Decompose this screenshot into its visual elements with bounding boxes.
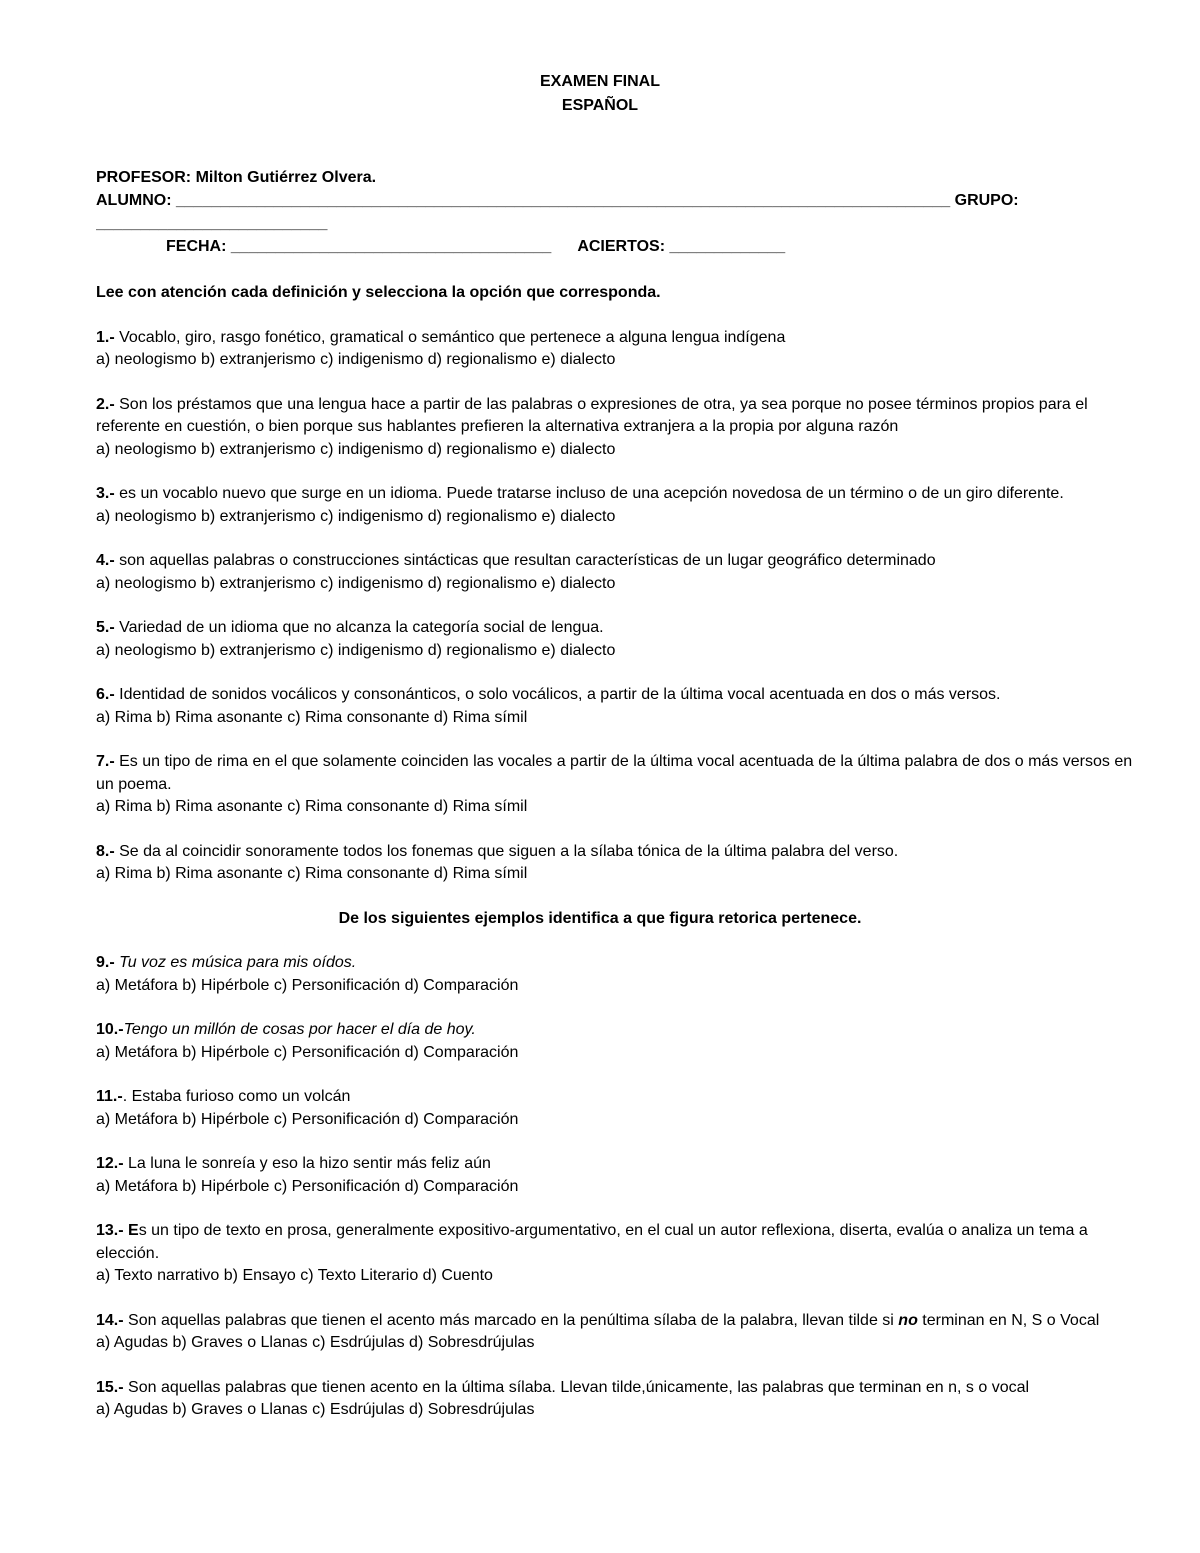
- question-1: [96, 327, 1140, 372]
- fecha-label: FECHA:: [166, 238, 227, 255]
- alumno-row: [96, 189, 1140, 212]
- question-options: a) neologismo b) extranjerismo c) indigenismo d) regionalismo e) dialecto: [96, 440, 616, 458]
- question-number: 5.-: [96, 619, 115, 636]
- question-options: a) Rima b) Rima asonante c) Rima consonante d) Rima símil: [96, 798, 528, 815]
- question-text: . Estaba furioso como un volcán: [122, 1088, 351, 1105]
- question-text-bold: E: [123, 1222, 139, 1239]
- section-2-title: De los siguientes ejemplos identifica a que figura retorica pertenece.: [338, 909, 862, 927]
- question-14: [96, 1310, 1140, 1355]
- profesor-name: Milton Gutiérrez Olvera.: [195, 169, 377, 186]
- question-number: 14.-: [96, 1311, 124, 1329]
- question-11: [96, 1086, 1140, 1131]
- question-7: [96, 751, 1140, 819]
- question-options: a) Metáfora b) Hipérbole c) Personificación d) Comparación: [96, 1043, 519, 1061]
- aciertos-field: _____________: [669, 238, 786, 255]
- question-options: a) neologismo b) extranjerismo c) indigenismo d) regionalismo e) dialecto: [96, 641, 616, 659]
- question-options: a) neologismo b) extranjerismo c) indigenismo d) regionalismo e) dialecto: [96, 574, 616, 592]
- question-number: 3.-: [96, 485, 115, 502]
- question-options: a) Metáfora b) Hipérbole c) Personificación d) Comparación: [96, 1110, 519, 1128]
- profesor-row: [96, 166, 1140, 189]
- question-6: [96, 684, 1140, 729]
- question-number: 10.-: [96, 1021, 124, 1038]
- question-text: Son los préstamos que una lengua hace a partir de las palabras o expresiones de otra, ya sea porque no posee términos propios para el referente en cuestión, o bien porque sus hablantes prefieren la alternativa extranjera a la propia por alguna razón: [96, 395, 1088, 435]
- grupo-row: [96, 212, 1140, 235]
- question-text: Variedad de un idioma que no alcanza la categoría social de lengua.: [114, 619, 604, 636]
- question-options: a) Agudas b) Graves o Llanas c) Esdrújulas d) Sobresdrújulas: [96, 1334, 535, 1351]
- question-options: a) Metáfora b) Hipérbole c) Personificación d) Comparación: [96, 976, 519, 994]
- question-text: Tu voz es música para mis oídos.: [114, 954, 357, 971]
- question-text: Son aquellas palabras que tienen el acento más marcado en la penúltima sílaba de la palabra, llevan tilde si: [123, 1311, 899, 1329]
- fecha-row: [96, 235, 1140, 258]
- question-options: a) neologismo b) extranjerismo c) indigenismo d) regionalismo e) dialecto: [96, 351, 616, 368]
- grupo-label: GRUPO:: [954, 192, 1019, 209]
- question-options: a) Agudas b) Graves o Llanas c) Esdrújulas d) Sobresdrújulas: [96, 1401, 535, 1418]
- question-text: Es un tipo de rima en el que solamente coinciden las vocales a partir de la última vocal acentuada de la última palabra de dos o más versos en un poema.: [96, 753, 1133, 793]
- title-line-1: EXAMEN FINAL: [540, 73, 660, 90]
- question-text: es un vocablo nuevo que surge en un idioma. Puede tratarse incluso de una acepción novedosa de un término o de un giro diferente.: [114, 485, 1064, 502]
- question-number: 9.-: [96, 954, 115, 971]
- question-8: [96, 841, 1140, 886]
- question-number: 8.-: [96, 842, 115, 860]
- question-3: [96, 483, 1140, 528]
- fecha-field: ____________________________________: [230, 238, 552, 255]
- aciertos-label: ACIERTOS:: [577, 238, 666, 255]
- alumno-field: _______________________________________________________________________________________: [176, 192, 951, 209]
- question-13: [96, 1220, 1140, 1288]
- question-text: Son aquellas palabras que tienen acento en la última sílaba. Llevan tilde,únicamente, las palabras que terminan en n, s o vocal: [123, 1378, 1030, 1396]
- question-10: [96, 1019, 1140, 1064]
- question-number: 4.-: [96, 552, 115, 569]
- exam-title: [96, 70, 1104, 118]
- question-4: [96, 550, 1140, 595]
- question-text: Tengo un millón de cosas por hacer el día de hoy.: [123, 1021, 476, 1038]
- question-text: Vocablo, giro, rasgo fonético, gramatical o semántico que pertenece a alguna lengua indígena: [114, 328, 786, 346]
- question-number: 1.-: [96, 328, 115, 346]
- question-number: 12.-: [96, 1155, 124, 1172]
- question-12: [96, 1153, 1140, 1198]
- question-options: a) neologismo b) extranjerismo c) indigenismo d) regionalismo e) dialecto: [96, 507, 616, 525]
- question-number: 6.-: [96, 686, 115, 703]
- question-options: a) Rima b) Rima asonante c) Rima consonante d) Rima símil: [96, 708, 528, 726]
- question-text: La luna le sonreía y eso la hizo sentir más feliz aún: [123, 1155, 491, 1172]
- alumno-label: ALUMNO:: [96, 192, 172, 209]
- instructions: Lee con atención cada definición y selecciona la opción que corresponda.: [96, 284, 661, 301]
- question-text-end: terminan en N, S o Vocal: [917, 1311, 1100, 1329]
- title-line-2: ESPAÑOL: [561, 97, 639, 114]
- question-15: [96, 1377, 1140, 1422]
- question-text: son aquellas palabras o construcciones sintácticas que resultan características de un lugar geográfico determinado: [114, 552, 936, 569]
- question-text-emphasis: no: [898, 1311, 918, 1329]
- exam-header: [96, 166, 1140, 258]
- question-options: a) Metáfora b) Hipérbole c) Personificación d) Comparación: [96, 1177, 519, 1195]
- question-5: [96, 617, 1140, 662]
- question-text: Identidad de sonidos vocálicos y consonánticos, o solo vocálicos, a partir de la última vocal acentuada en dos o más versos.: [114, 686, 1001, 703]
- question-text: Se da al coincidir sonoramente todos los fonemas que siguen a la sílaba tónica de la última palabra del verso.: [114, 842, 899, 860]
- grupo-field: __________________________: [96, 215, 328, 232]
- question-number: 2.-: [96, 395, 115, 413]
- question-options: a) Texto narrativo b) Ensayo c) Texto Literario d) Cuento: [96, 1267, 493, 1284]
- question-text: s un tipo de texto en prosa, generalmente expositivo-argumentativo, en el cual un autor reflexiona, diserta, evalúa o analiza un tema a elección.: [96, 1222, 1088, 1262]
- question-number: 15.-: [96, 1378, 124, 1396]
- question-number: 11.-: [96, 1088, 123, 1105]
- profesor-label: PROFESOR:: [96, 169, 192, 186]
- question-9: [96, 952, 1140, 997]
- question-2: [96, 394, 1140, 462]
- question-number: 7.-: [96, 753, 115, 770]
- question-number: 13.-: [96, 1222, 124, 1239]
- question-options: a) Rima b) Rima asonante c) Rima consonante d) Rima símil: [96, 865, 528, 882]
